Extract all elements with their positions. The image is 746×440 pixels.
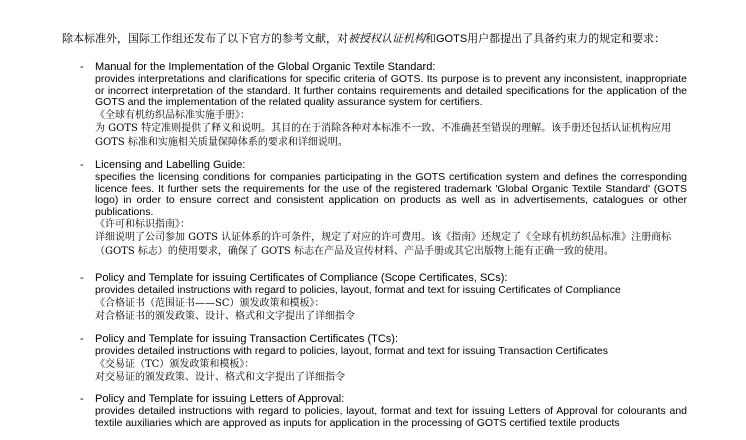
item-chinese-text: 对交易证的颁发政策、设计、格式和文字提出了详细指令 [95,371,345,383]
item-title: Policy and Template for issuing Letters of Approval: [95,393,345,405]
item-chinese-title: 《合格证书（范围证书——SC）颁发政策和模板》： [95,297,325,309]
intro-gots: GOTS [436,33,468,45]
intro-suffix: 用户都提出了具备约束力的规定和要求： [467,32,666,45]
item-english-text: specifies the licensing conditions for companies participating in the GOTS certification system and defines the corresponding licence fees. It further sets the requirements for the use of the registered trademark 'Global Organic Textile Standard' (GOTS logo) in order to ensure correct and consistent application on products as well as in advertisements, catalogues or other publications. [95,171,687,218]
intro-emphasis: 被授权认证机构 [348,32,425,45]
item-chinese-text: 对合格证书的颁发政策、设计、格式和文字提出了详细指令 [95,310,355,322]
intro-paragraph [62,31,732,47]
list-dash: - [80,272,84,284]
item-english-text: provides detailed instructions with regard to policies, layout, format and text for issuing Letters of Approval for colourants and textile auxiliaries which are approved as inputs for application in the processing of GOTS certified textile products [95,405,687,429]
intro-mid: 和 [425,32,436,45]
intro-prefix: 除本标准外，国际工作组还发布了以下官方的参考文献，对 [62,32,348,45]
item-chinese-text: 为 GOTS 特定准则提供了释义和说明。其目的在于消除各种对本标准不一致、不准确甚至错误的理解。该手册还包括认证机构应用 GOTS 标准和实施相关质量保障体系的要求和详细说明。 [95,122,672,148]
item-english-text: provides interpretations and clarifications for specific criteria of GOTS. Its purpose is to prevent any inconsistent, inappropriate or incorrect interpretation of the standard. It further contains requirements and detailed specifications for the application of the GOTS and the implementation of the related quality assurance system for certifiers. [95,73,687,108]
list-item-body [95,272,687,324]
item-title: Policy and Template for issuing Certificates of Compliance (Scope Certificates, SCs): [95,272,508,284]
list-item-body [95,61,687,150]
list-item-body [95,393,687,429]
list-dash: - [80,61,84,73]
list-item-body [95,333,687,385]
list-dash: - [80,333,84,345]
item-chinese-title: 《许可和标识指南》： [95,219,190,230]
item-title: Licensing and Labelling Guide: [95,159,246,171]
list-dash: - [80,393,84,405]
item-chinese-title: 《交易证（TC）颁发政策和模板》： [95,358,255,370]
item-title: Policy and Template for issuing Transaction Certificates (TCs): [95,333,399,345]
list-item-body [95,159,687,259]
item-english-text: provides detailed instructions with regard to policies, layout, format and text for issuing Transaction Certificates [95,345,608,357]
item-title: Manual for the Implementation of the Global Organic Textile Standard: [95,61,436,73]
list-dash: - [80,159,84,171]
item-chinese-text: 详细说明了公司参加 GOTS 认证体系的许可条件，规定了对应的许可费用。该《指南》还规定了《全球有机纺织品标准》注册商标（GOTS 标志）的使用要求，确保了 GOTS 标志在产品及宣传材料、产品手册或其它出版物上能有正确一致的使用。 [95,232,672,257]
item-english-text: provides detailed instructions with regard to policies, layout, format and text for issuing Certificates of Compliance [95,284,621,296]
item-chinese-title: 《全球有机纺织品标准实施手册》： [95,109,250,121]
